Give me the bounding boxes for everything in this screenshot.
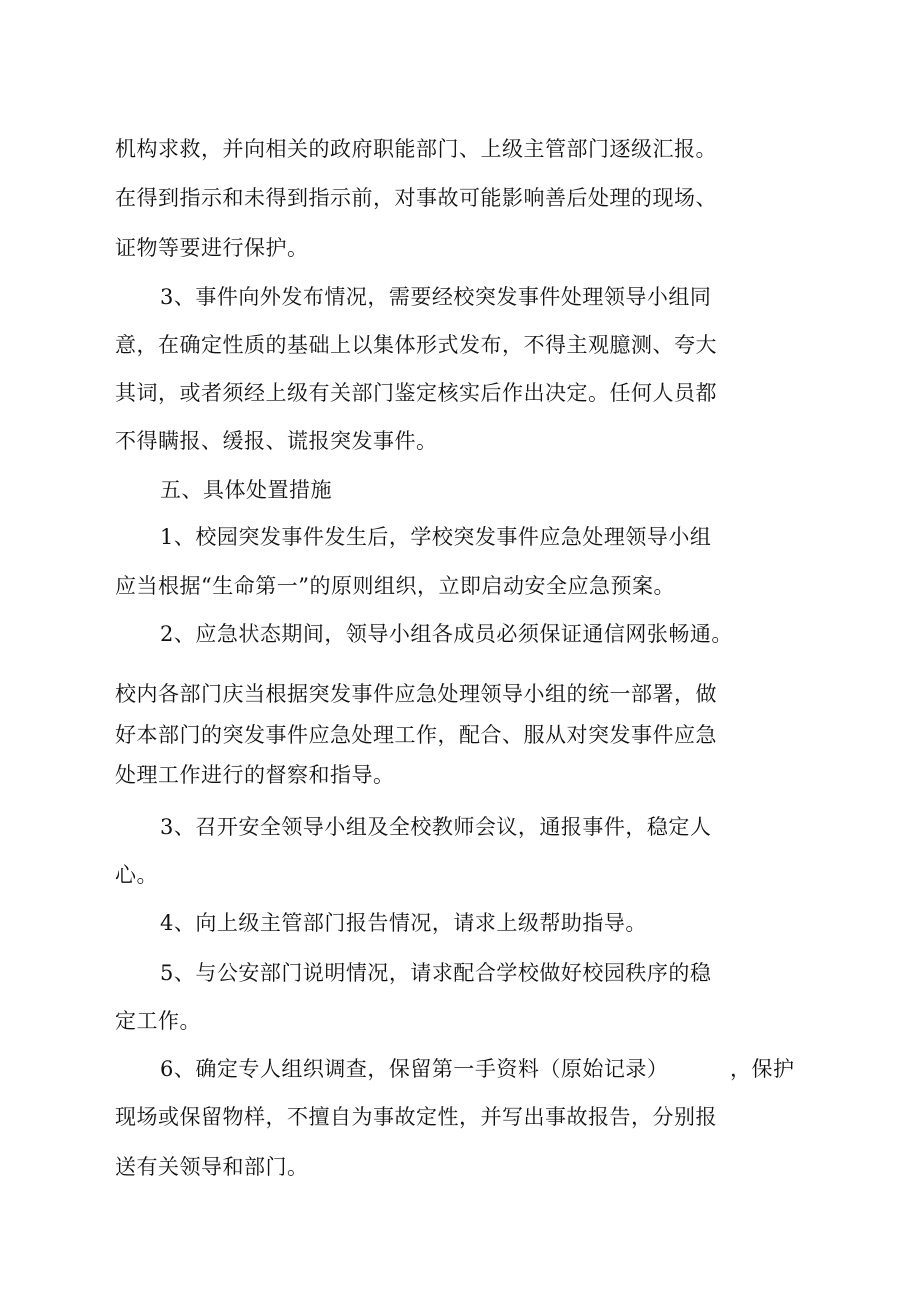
text-line: 处理工作进行的督察和指导。	[115, 763, 395, 787]
text-line: 现场或保留物样，不擅自为事故定性，并写出事故报告，分别报	[115, 1105, 717, 1129]
text-line: 5、与公安部门说明情况，请求配合学校做好校园秩序的稳	[160, 961, 712, 985]
text-line: 校内各部门庆当根据突发事件应急处理领导小组的统一部署，做	[115, 682, 717, 706]
text-line: 好本部门的突发事件应急处理工作，配合、服从对突发事件应急	[115, 723, 717, 747]
text-line: 意，在确定性质的基础上以集体形式发布，不得主观臆测、夸大	[115, 333, 717, 357]
text-line: 不得瞒报、缓报、谎报突发事件。	[115, 429, 438, 453]
text-line: 心。	[115, 863, 158, 887]
text-line: 机构求救，并向相关的政府职能部门、上级主管部门逐级汇报。	[115, 137, 717, 161]
text-line: 6、确定专人组织调查，保留第一手资料（原始记录）	[160, 1057, 669, 1081]
text-line: 1、校园突发事件发生后，学校突发事件应急处理领导小组	[160, 525, 712, 549]
text-line: 4、向上级主管部门报告情况，请求上级帮助指导。	[160, 911, 647, 935]
section-heading: 五、具体处置措施	[160, 478, 332, 502]
text-line: 送有关领导和部门。	[115, 1155, 309, 1179]
text-line: 证物等要进行保护。	[115, 236, 309, 260]
text-line: 3、事件向外发布情况，需要经校突发事件处理领导小组同	[160, 285, 712, 309]
text-line: 定工作。	[115, 1009, 201, 1033]
text-line: 2、应急状态期间，领导小组各成员必须保证通信网张畅通。	[160, 622, 733, 646]
text-line: 3、召开安全领导小组及全校教师会议，通报事件，稳定人	[160, 815, 712, 839]
text-line: 其词，或者须经上级有关部门鉴定核实后作出决定。任何人员都	[115, 381, 717, 405]
text-line-fragment: ，保护	[730, 1057, 795, 1081]
text-line: 在得到指示和未得到指示前，对事故可能影响善后处理的现场、	[115, 186, 717, 210]
text-line: 应当根据“生命第一”的原则组织，立即启动安全应急预案。	[115, 574, 675, 598]
